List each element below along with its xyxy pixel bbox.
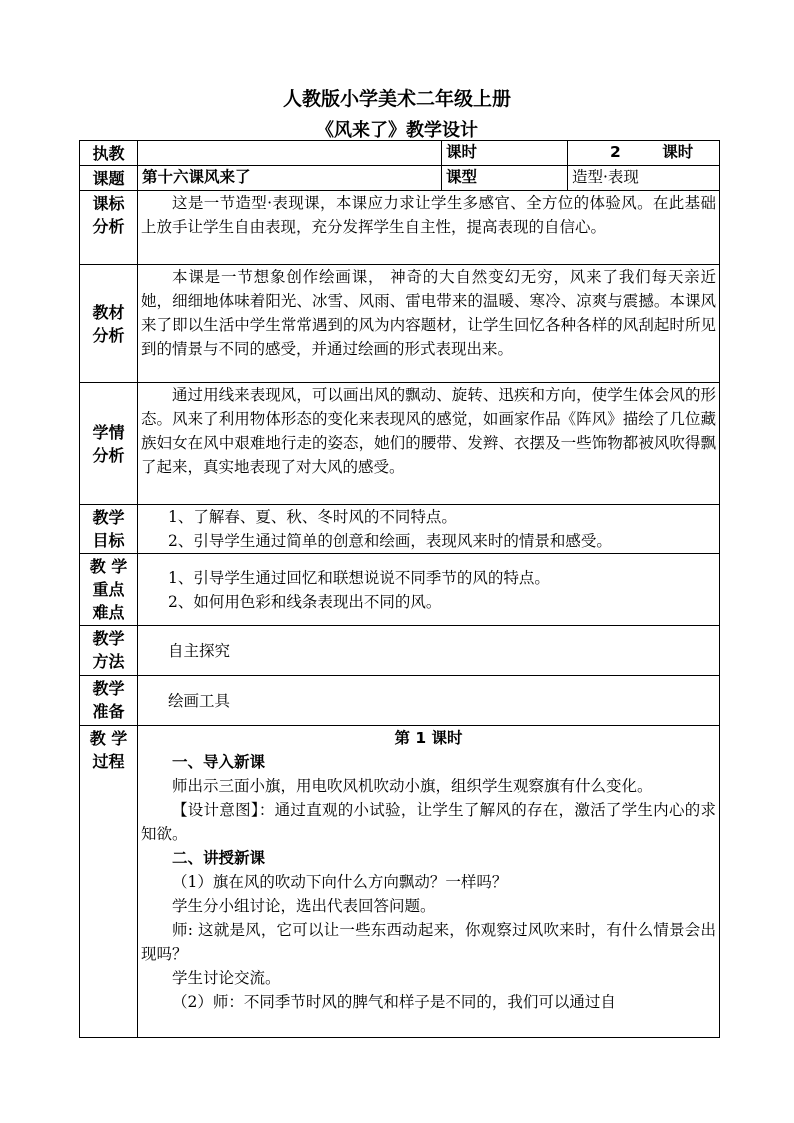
process-paragraph: 师: 这就是风，它可以让一些东西动起来，你观察过风吹来时，有什么情景会出现吗？ <box>141 921 716 963</box>
goals-label-line1: 教学 <box>92 508 125 527</box>
key-label-line3: 难点 <box>92 603 125 622</box>
key-label-line1: 教 学 <box>89 557 128 576</box>
goals-row <box>80 505 720 554</box>
key-row <box>80 554 720 626</box>
period-unit: 课时 <box>662 143 694 161</box>
method-label <box>80 626 138 676</box>
process-label <box>80 726 138 1038</box>
key-item: 2、如何用色彩和线条表现出不同的风。 <box>168 592 442 611</box>
process-paragraph: 【设计意图】：通过直观的小试验，让学生了解风的存在，激活了学生内心的求知欲。 <box>141 801 716 843</box>
goals-label <box>80 505 138 554</box>
method-text: 自主探究 <box>168 641 231 660</box>
material-text-cell <box>138 265 720 383</box>
type-label: 课型 <box>442 166 568 191</box>
document-title: 人教版小学美术二年级上册 <box>282 88 511 110</box>
standard-row <box>80 191 720 265</box>
material-text: 本课是一节想象创作绘画课， 神奇的大自然变幻无穷，风来了我们每天亲近她，细细地体味着阳光、冰雪、风雨、雷电带来的温暖、寒冷、凉爽与震撼。本课风来了即以生活中学生常常遇到的风为内容题材，让学生回忆各种各样的风刮起时所见到的情景与不同的感受，并通过绘画的形式表现出来。 <box>141 268 716 358</box>
process-paragraph: （1）旗在风的吹动下向什么方向飘动？一样吗？ <box>172 873 508 891</box>
goals-label-line2: 目标 <box>92 531 125 550</box>
process-label-line1: 教 学 <box>89 729 128 748</box>
material-label <box>80 265 138 383</box>
standard-label-line1: 课标 <box>92 194 125 213</box>
topic-value: 第十六课风来了 <box>138 166 442 191</box>
students-label-line2: 分析 <box>92 446 125 465</box>
method-label-line1: 教学 <box>92 629 125 648</box>
material-row <box>80 265 720 383</box>
students-text-cell <box>138 383 720 505</box>
method-row <box>80 626 720 676</box>
period-number: 2 <box>610 143 621 161</box>
standard-text-cell <box>138 191 720 265</box>
topic-label: 课题 <box>80 166 138 191</box>
type-value: 造型·表现 <box>568 166 720 191</box>
students-row <box>80 383 720 505</box>
document-subtitle: 《风来了》教学设计 <box>316 120 478 141</box>
material-label-line1: 教材 <box>92 303 125 322</box>
prep-label <box>80 676 138 726</box>
topic-row <box>80 166 720 191</box>
key-text-cell <box>138 554 720 626</box>
teacher-value <box>138 141 442 166</box>
key-label-line2: 重点 <box>92 580 125 599</box>
process-paragraph: 学生讨论交流。 <box>172 969 281 987</box>
prep-label-line1: 教学 <box>92 679 125 698</box>
prep-row <box>80 676 720 726</box>
process-label-line2: 过程 <box>92 752 125 771</box>
students-text: 通过用线来表现风，可以画出风的飘动、旋转、迅疾和方向，使学生体会风的形态。风来了利用物体形态的变化来表现风的感觉，如画家作品《阵风》描绘了几位藏族妇女在风中艰难地行走的姿态，她们的腰带、发辫、衣摆及一些饰物都被风吹得飘了起来，真实地表现了对大风的感受。 <box>141 386 716 476</box>
goals-text-cell <box>138 505 720 554</box>
key-item: 1、引导学生通过回忆和联想说说不同季节的风的特点。 <box>168 568 550 587</box>
teacher-row <box>80 141 720 166</box>
prep-label-line2: 准备 <box>92 702 125 721</box>
students-label <box>80 383 138 505</box>
period-cell <box>568 141 720 166</box>
goal-item: 2、引导学生通过简单的创意和绘画，表现风来时的情景和感受。 <box>168 532 612 550</box>
standard-text: 这是一节造型·表现课，本课应力求让学生多感官、全方位的体验风。在此基础上放手让学生自由表现，充分发挥学生自主性，提高表现的自信心。 <box>141 194 716 236</box>
standard-label-line2: 分析 <box>92 217 125 236</box>
period-label: 课时 <box>442 141 568 166</box>
teacher-label: 执教 <box>80 141 138 166</box>
process-paragraph: 师出示三面小旗，用电吹风机吹动小旗，组织学生观察旗有什么变化。 <box>172 777 653 795</box>
goal-item: 1、了解春、夏、秋、冬时风的不同特点。 <box>168 508 457 526</box>
material-label-line2: 分析 <box>92 326 125 345</box>
section-heading-2: 二、讲授新课 <box>172 849 266 867</box>
lesson-title: 第 1 课时 <box>394 729 463 747</box>
prep-text-cell <box>138 676 720 726</box>
method-text-cell <box>138 626 720 676</box>
lesson-plan-table <box>79 140 720 1038</box>
method-label-line2: 方法 <box>92 652 125 671</box>
prep-text: 绘画工具 <box>168 691 231 710</box>
process-paragraph: （2）师：不同季节时风的脾气和样子是不同的，我们可以通过自 <box>172 993 616 1011</box>
students-label-line1: 学情 <box>92 423 125 442</box>
process-row <box>80 726 720 1038</box>
process-paragraph: 学生分小组讨论，选出代表回答问题。 <box>172 897 436 915</box>
process-text-cell <box>138 726 720 1038</box>
standard-label <box>80 191 138 265</box>
section-heading-1: 一、导入新课 <box>172 753 266 771</box>
key-label <box>80 554 138 626</box>
